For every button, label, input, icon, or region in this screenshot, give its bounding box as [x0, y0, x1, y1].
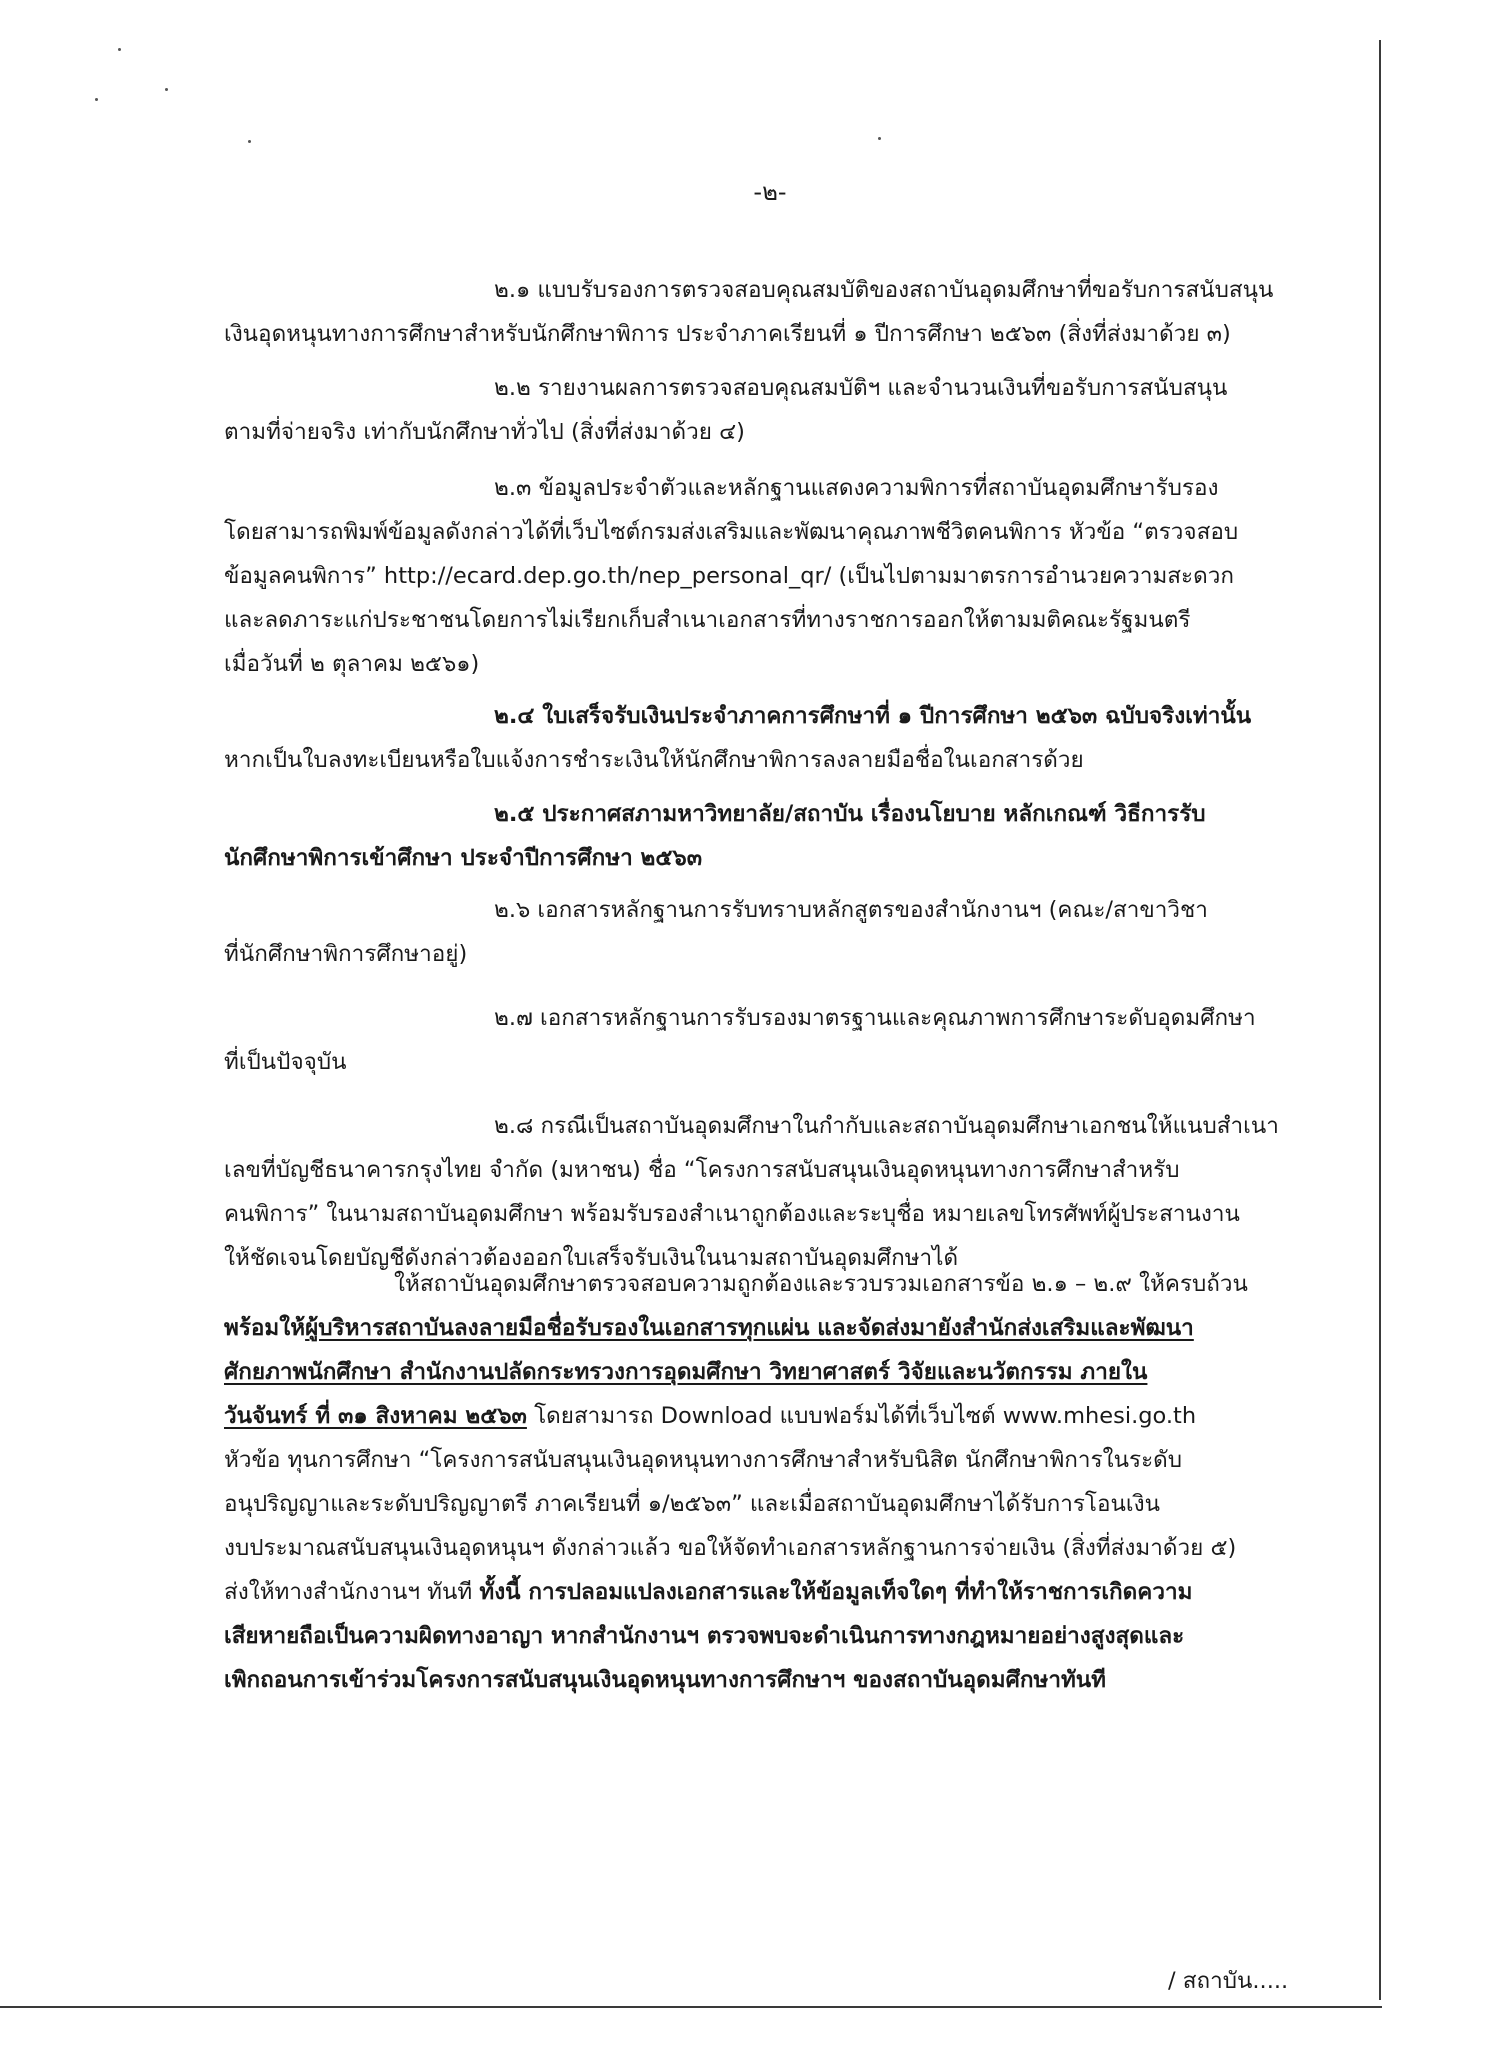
item-2-3-line-4: และลดภาระแก่ประชาชนโดยการไม่เรียกเก็บสำเนาเอกสารที่ทางราชการออกให้ตามมติคณะรัฐมนตรี [224, 607, 1191, 633]
item-2-8 [224, 1104, 1299, 1280]
item-2-8-line-1: ๒.๘ กรณีเป็นสถาบันอุดมศึกษาในกำกับและสถาบันอุดมศึกษาเอกชนให้แนบสำเนา [494, 1113, 1279, 1139]
deadline-date: วันจันทร์ ที่ ๓๑ สิงหาคม ๒๕๖๓ [224, 1403, 527, 1429]
item-2-2-line-1: ๒.๒ รายงานผลการตรวจสอบคุณสมบัติฯ และจำนวนเงินที่ขอรับการสนับสนุน [494, 375, 1228, 401]
item-2-3-line-1: ๒.๓ ข้อมูลประจำตัวและหลักฐานแสดงความพิการที่สถาบันอุดมศึกษารับรอง [494, 475, 1219, 501]
scan-speck [118, 48, 121, 51]
scan-edge-right [1379, 40, 1381, 2000]
item-2-5 [224, 792, 1299, 880]
item-2-5-line-1: ๒.๕ ประกาศสภามหาวิทยาลัย/สถาบัน เรื่องนโยบาย หลักเกณฑ์ วิธีการรับ [494, 801, 1206, 827]
item-2-8-line-2: เลขที่บัญชีธนาคารกรุงไทย จำกัด (มหาชน) ชื่อ “โครงการสนับสนุนเงินอุดหนุนทางการศึกษาสำหรับ [224, 1157, 1180, 1183]
instruction-line-7: งบประมาณสนับสนุนเงินอุดหนุนฯ ดังกล่าวแล้ว ขอให้จัดทำเอกสารหลักฐานการจ่ายเงิน (สิ่งที่ส่งมาด้วย ๕) [224, 1535, 1237, 1561]
item-2-4 [224, 694, 1299, 782]
item-2-4-line-1: ๒.๔ ใบเสร็จรับเงินประจำภาคการศึกษาที่ ๑ ปีการศึกษา ๒๕๖๓ ฉบับจริงเท่านั้น [494, 703, 1252, 729]
item-2-3-line-3: ข้อมูลคนพิการ” http://ecard.dep.go.th/nep_personal_qr/ (เป็นไปตามมาตรการอำนวยความสะดวก [224, 563, 1234, 589]
scan-edge-bottom [0, 2006, 1382, 2008]
item-2-7-line-1: ๒.๗ เอกสารหลักฐานการรับรองมาตรฐานและคุณภาพการศึกษาระดับอุดมศึกษา [494, 1005, 1256, 1031]
instruction-line-4 [224, 1394, 1299, 1438]
instruction-line-8 [224, 1570, 1299, 1614]
instruction-line-8-plain: ส่งให้ทางสำนักงานฯ ทันที [224, 1579, 480, 1605]
scan-speck [878, 137, 881, 140]
instruction-line-2 [224, 1306, 1299, 1350]
item-2-7-line-2: ที่เป็นปัจจุบัน [224, 1049, 347, 1075]
instruction-line-8-bold: ทั้งนี้ การปลอมแปลงเอกสารและให้ข้อมูลเท็จใดๆ ที่ทำให้ราชการเกิดความ [479, 1579, 1193, 1605]
item-2-7 [224, 996, 1299, 1084]
scan-speck [248, 140, 251, 143]
continuation-note: / สถาบัน..... [1168, 1968, 1289, 1994]
item-2-6-line-1: ๒.๖ เอกสารหลักฐานการรับทราบหลักสูตรของสำนักงานฯ (คณะ/สาขาวิชา [494, 897, 1208, 923]
item-2-2-line-2: ตามที่จ่ายจริง เท่ากับนักศึกษาทั่วไป (สิ่งที่ส่งมาด้วย ๔) [224, 419, 745, 445]
item-2-5-line-2: นักศึกษาพิการเข้าศึกษา ประจำปีการศึกษา ๒๕๖๓ [224, 845, 703, 871]
instruction-line-2-prefix: พร้อมให้ [224, 1315, 306, 1341]
instruction-line-9: เสียหายถือเป็นความผิดทางอาญา หากสำนักงานฯ ตรวจพบจะดำเนินการทางกฎหมายอย่างสูงสุดและ [224, 1623, 1185, 1649]
item-2-3-line-5: เมื่อวันที่ ๒ ตุลาคม ๒๕๖๑) [224, 651, 480, 677]
instruction-line-10: เพิกถอนการเข้าร่วมโครงการสนับสนุนเงินอุดหนุนทางการศึกษาฯ ของสถาบันอุดมศึกษาทันที [224, 1667, 1107, 1693]
item-2-6 [224, 888, 1299, 976]
item-2-3-line-2: โดยสามารถพิมพ์ข้อมูลดังกล่าวได้ที่เว็บไซต์กรมส่งเสริมและพัฒนาคุณภาพชีวิตคนพิการ หัวข้อ “ตรวจสอบ [224, 519, 1239, 545]
item-2-1-line-1: ๒.๑ แบบรับรองการตรวจสอบคุณสมบัติของสถาบันอุดมศึกษาที่ขอรับการสนับสนุน [494, 277, 1274, 303]
instruction-paragraph [224, 1262, 1299, 1702]
item-2-1-line-2: เงินอุดหนุนทางการศึกษาสำหรับนักศึกษาพิการ ประจำภาคเรียนที่ ๑ ปีการศึกษา ๒๕๖๓ (สิ่งที่ส่งมาด้วย ๓) [224, 321, 1231, 347]
item-2-3 [224, 466, 1299, 686]
page-number: -๒- [753, 178, 787, 206]
instruction-line-2-underlined: ผู้บริหารสถาบันลงลายมือชื่อรับรองในเอกสารทุกแผ่น และจัดส่งมายังสำนักส่งเสริมและพัฒนา [305, 1315, 1194, 1341]
scan-speck [165, 88, 168, 91]
item-2-8-line-3: คนพิการ” ในนามสถาบันอุดมศึกษา พร้อมรับรองสำเนาถูกต้องและระบุชื่อ หมายเลขโทรศัพท์ผู้ประสานงาน [224, 1201, 1240, 1227]
item-2-1 [224, 268, 1299, 356]
instruction-line-5: หัวข้อ ทุนการศึกษา “โครงการสนับสนุนเงินอุดหนุนทางการศึกษาสำหรับนิสิต นักศึกษาพิการในระดับ [224, 1447, 1183, 1473]
item-2-6-line-2: ที่นักศึกษาพิการศึกษาอยู่) [224, 941, 468, 967]
item-2-4-line-2: หากเป็นใบลงทะเบียนหรือใบแจ้งการชำระเงินให้นักศึกษาพิการลงลายมือชื่อในเอกสารด้วย [224, 747, 1084, 773]
item-2-2 [224, 366, 1299, 454]
instruction-line-3: ศักยภาพนักศึกษา สำนักงานปลัดกระทรวงการอุดมศึกษา วิทยาศาสตร์ วิจัยและนวัตกรรม ภายใน [224, 1359, 1148, 1385]
instruction-line-4-rest: โดยสามารถ Download แบบฟอร์มได้ที่เว็บไซต์ www.mhesi.go.th [526, 1403, 1197, 1429]
instruction-line-6: อนุปริญญาและระดับปริญญาตรี ภาคเรียนที่ ๑/๒๕๖๓” และเมื่อสถาบันอุดมศึกษาได้รับการโอนเงิน [224, 1491, 1160, 1517]
item-2-8-line-4: ให้ชัดเจนโดยบัญชีดังกล่าวต้องออกใบเสร็จรับเงินในนามสถาบันอุดมศึกษาได้ [224, 1245, 959, 1271]
instruction-line-1: ให้สถาบันอุดมศึกษาตรวจสอบความถูกต้องและรวบรวมเอกสารข้อ ๒.๑ – ๒.๙ ให้ครบถ้วน [394, 1271, 1248, 1297]
scan-speck [95, 98, 98, 101]
